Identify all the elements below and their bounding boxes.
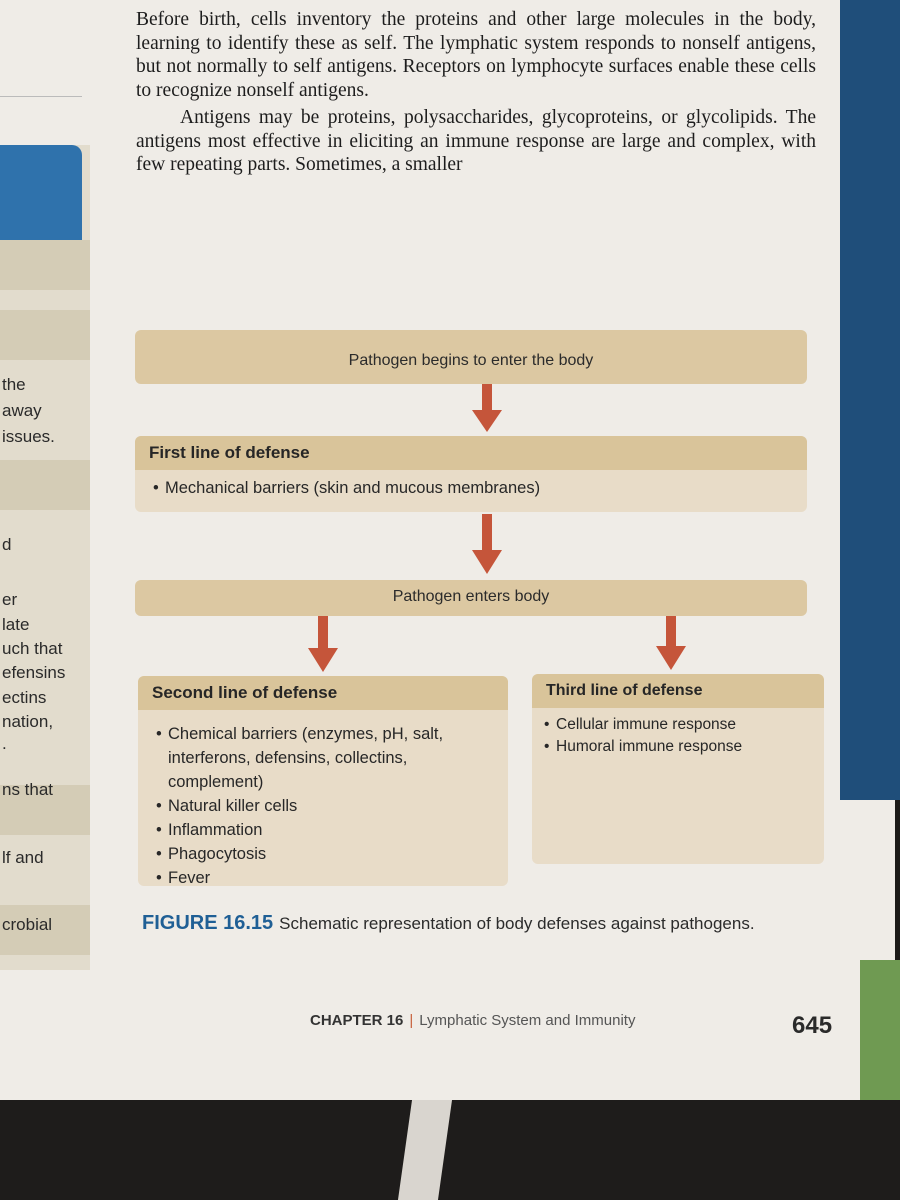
first-line-box — [135, 436, 807, 512]
sidebar-band — [0, 310, 90, 360]
sidebar-text: lf and — [2, 848, 44, 867]
sidebar-text: away — [2, 401, 42, 420]
footer-separator: | — [409, 1012, 414, 1029]
sidebar-text: nation, — [2, 712, 54, 731]
body-text — [136, 8, 816, 177]
down-arrow-icon — [656, 616, 686, 672]
list-item: • Phagocytosis — [156, 842, 494, 866]
sidebar-text: late — [2, 615, 30, 634]
sidebar-text: the — [2, 375, 26, 394]
page-footer — [310, 1012, 635, 1029]
sidebar-text: efensins — [2, 663, 66, 682]
sidebar-text: uch that — [2, 639, 63, 658]
list-item: • Humoral immune response — [544, 736, 814, 758]
sidebar-band — [0, 460, 90, 510]
list-item: • Fever — [156, 866, 494, 886]
sidebar-text: ns that — [2, 780, 54, 799]
second-line-box — [138, 676, 508, 886]
figure-number: FIGURE 16.15 — [142, 912, 274, 934]
sidebar-text: ectins — [2, 688, 47, 707]
down-arrow-icon — [472, 514, 502, 576]
down-arrow-icon — [472, 384, 502, 434]
step-pathogen-begins: Pathogen begins to enter the body — [135, 330, 807, 384]
footer-chapter-title: Lymphatic System and Immunity — [419, 1012, 636, 1029]
list-item: • Natural killer cells — [156, 794, 494, 818]
desk-surface — [0, 1100, 900, 1200]
sidebar-text: crobial — [2, 915, 53, 934]
sidebar-text: . — [2, 734, 7, 753]
list-item: • Chemical barriers (enzymes, pH, salt, interferons, defensins, collectins, complement) — [156, 722, 494, 794]
adjacent-cover-edge — [840, 0, 900, 800]
third-line-title: Third line of defense — [532, 674, 824, 708]
figure-caption — [142, 910, 832, 937]
list-item: • Inflammation — [156, 818, 494, 842]
second-line-title: Second line of defense — [138, 676, 508, 710]
step-pathogen-enters: Pathogen enters body — [135, 580, 807, 616]
page-number: 645 — [792, 1012, 833, 1039]
paragraph: Before birth, cells inventory the proteins and other large molecules in the body, learning to identify these as self. The lymphatic system responds to nonself antigens, but not normally to self antigens. Receptors on lymphocyte surfaces enable these cells to recognize nonself antigens. — [136, 9, 816, 101]
third-line-box — [532, 674, 824, 864]
sidebar-text: er — [2, 590, 18, 609]
down-arrow-icon — [308, 616, 338, 674]
paragraph: Antigens may be proteins, polysaccharides, glycoproteins, or glycolipids. The antigens most effective in eliciting an immune response are large and complex, with few repeating parts. Sometimes, a smaller — [136, 107, 816, 175]
sidebar-rule — [0, 96, 82, 97]
first-line-title: First line of defense — [135, 436, 807, 470]
list-item: • Mechanical barriers (skin and mucous membranes) — [153, 476, 793, 500]
sidebar-header — [0, 145, 82, 240]
caption-text: Schematic representation of body defenses against pathogens. — [279, 914, 755, 933]
sidebar-text: d — [2, 535, 12, 554]
footer-chapter: CHAPTER 16 — [310, 1012, 404, 1029]
sidebar-band — [0, 240, 90, 290]
list-item: • Cellular immune response — [544, 714, 814, 736]
sidebar-text: issues. — [2, 427, 55, 446]
